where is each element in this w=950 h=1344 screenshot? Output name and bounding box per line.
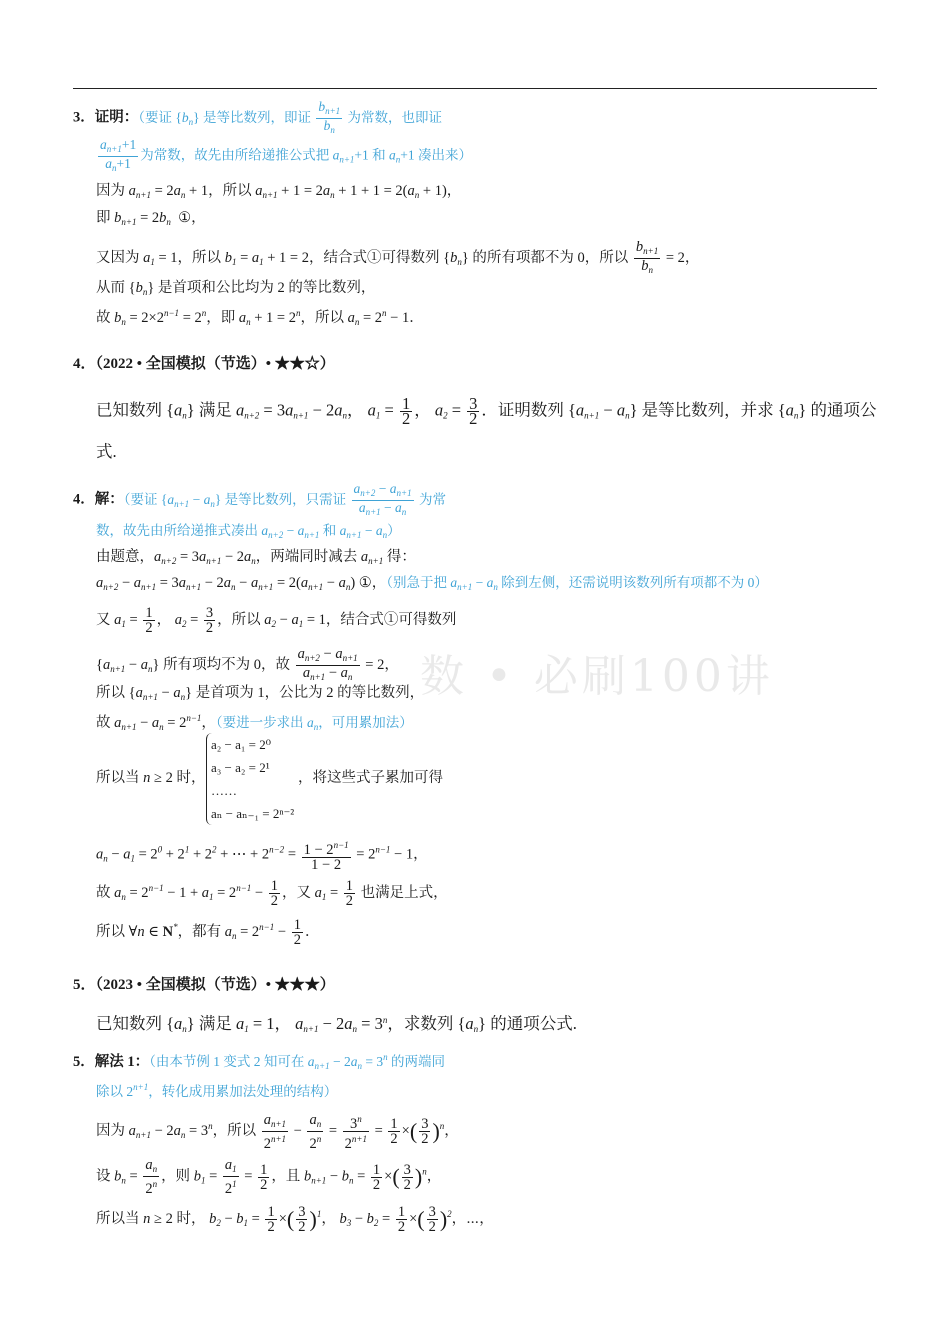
s4-line-2-hint: （别急于把 $a_{n+1} - a_n$ 除到左侧，还需说明该数列所有项都不为 0） [386, 575, 768, 592]
s4-line-3: 又 $a_1$ = $\frac{1}{2}$ ， $a_2$ = $\frac{3}{2}$ ，所以 $a_2 - a_1 = 1$，结合式①可得数列 [96, 605, 457, 636]
s5-line-2: 设 $b_n$ = $\frac{a_n}{2^n}$ ，则 $b_1$ = $\frac{a_1}{2^1}$ = $\frac{1}{2}$ ，且 $b_{n+1} - b_n$ = $\frac{1}{2}$ ×( $\frac{3}{2}$ )$^n$， [96, 1157, 442, 1197]
s5-heading [73, 1047, 445, 1076]
s3-heading [73, 100, 442, 137]
s5-line-3: 所以当 n ≥ 2 时， $b_2 - b_1$ = $\frac{1}{2}$ ×( $\frac{3}{2}$ )$^1$， $b_3 - b_2$ = $\frac{1}{2}$ ×( $\frac{3}{2}$ )$^2$，⋯， [96, 1204, 494, 1236]
s4-equation-system [206, 733, 295, 825]
system-row: …… [211, 783, 237, 798]
s4-line-5: 所以 $\{a_{n+1} - a_n\}$ 是首项为 1，公比为 2 的等比数列， [96, 685, 425, 702]
s4-heading [73, 482, 446, 519]
s4-line-7: 所以当 n ≥ 2 时， [96, 770, 206, 786]
s3-line-1: 因为 $a_{n+1} = 2a_n + 1$，所以 $a_{n+1} + 1 = 2a_n + 1 + 1 = 2(a_n + 1)$， [96, 183, 462, 200]
p4-title: 4．（2022 • 全国模拟（节选）• ★★☆） [73, 356, 335, 372]
system-row: a₃ − a₂ = 2¹ [211, 760, 270, 775]
s4-line-7b: ，将这些式子累加可得 [298, 770, 443, 786]
p4-question-1: 已知数列 $\{a_n\}$ 满足 $a_{n+2} = 3a_{n+1} - 2a_n$， $a_1$ = $\frac{1}{2}$ ， $a_2$ = $\frac{3}{2}$ ．证明数列 $\{a_{n+1} - a_n\}$ 是等比数列，并求 $\{a_n\}$ 的通项公 [96, 394, 877, 428]
system-row: a₂ − a₁ = 2⁰ [211, 737, 271, 752]
s3-hint-1: （要证 $\{b_n\}$ 是等比数列，即证 $\frac{b_{n+1}}{b_n}$ 为常数，也即证 [138, 99, 443, 135]
s4-line-9: 故 $a_n = 2^{n-1} - 1 + a_1 = 2^{n-1}$ − $\frac{1}{2}$ ，又 $a_1$ = $\frac{1}{2}$ 也满足上式， [96, 878, 448, 910]
s4-hint-1: （要证 $\{a_{n+1} - a_n\}$ 是等比数列，只需证 $\frac{a_{n+2} - a_{n+1}}{a_{n+1} - a_n}$ 为常 [123, 481, 446, 517]
system-row: aₙ − aₙ₋₁ = 2ⁿ⁻² [211, 806, 295, 821]
s5-hint-1: （由本节例 1 变式 2 知可在 $a_{n+1} - 2a_n = 3^n$ 的两端同 [149, 1052, 445, 1071]
s4-line-6-hint: （要进一步求出 $a_n$，可用累加法） [215, 715, 413, 732]
s3-label: 3．证明： [73, 109, 139, 126]
s4-line-8: $a_n - a_1 = 2^0 + 2^1 + 2^2$ + ⋯ + $2^{n-2}$ = $\frac{1 - 2^{n-1}}{1 - 2}$ = $2^{n-1} - 1$， [96, 840, 428, 873]
s4-line-2: $a_{n+2} - a_{n+1} = 3a_{n+1} - 2a_n - a_{n+1} = 2(a_{n+1} - a_n)$ ①，（别急于把 $a_{n+1} - a_n$ 除到左侧，还需说明该数列所有项都不为 0） [96, 575, 768, 592]
s3-line-2: 即 $b_{n+1} = 2b_n$ ①， [96, 210, 206, 227]
s4-line-10: 所以 ∀n ∈ N*，都有 $a_n = 2^{n-1}$ − $\frac{1}{2}$ ． [96, 917, 320, 949]
p5-title: 5．（2023 • 全国模拟（节选）• ★★★） [73, 977, 335, 993]
header-rule [73, 88, 877, 89]
s5-line-1: 因为 $a_{n+1} - 2a_n = 3^n$，所以 $\frac{a_{n+1}}{2^{n+1}}$ − $\frac{a_n}{2^n}$ = $\frac{3^n}{2^{n+1}}$ = $\frac{1}{2}$ ×( $\frac{3}{2}$ )$^n$， [96, 1111, 459, 1152]
s4-hint-2: 数，故先由所给递推式凑出 $a_{n+2} - a_{n+1}$ 和 $a_{n+1} - a_n$） [96, 523, 401, 540]
s4-line-1: 由题意，$a_{n+2} = 3a_{n+1} - 2a_n$，两端同时减去 $a_{n+1}$ 得： [96, 549, 416, 566]
s3-hint-2: $\frac{a_{n+1}+1}{a_n+1}$ 为常数，故先由所给递推公式把 $a_{n+1}+1$ 和 $a_n+1$ 凑出来） [100, 137, 473, 173]
s4-label: 4．解： [73, 491, 124, 508]
s3-line-4: 从而 $\{b_n\}$ 是首项和公比均为 2 的等比数列， [96, 280, 376, 297]
p5-question: 已知数列 $\{a_n\}$ 满足 $a_1 = 1$， $a_{n+1} - 2a_n = 3^n$，求数列 $\{a_n\}$ 的通项公式. [96, 1014, 577, 1034]
s3-line-3: 又因为 $a_1 = 1$，所以 $b_1 = a_1 + 1 = 2$，结合式①可得数列 $\{b_n\}$ 的所有项都不为 0，所以 $\frac{b_{n+1}}{b_n}$ = 2， [96, 239, 700, 275]
s5-hint-2: 除以 $2^{n+1}$，转化成用累加法处理的结构） [96, 1082, 338, 1099]
s4-line-6: 故 $a_{n+1} - a_n = 2^{n-1}$，（要进一步求出 $a_n$，可用累加法） [96, 713, 413, 732]
s3-line-5: 故 $b_n = 2\times 2^{n-1} = 2^n$，即 $a_n + 1 = 2^n$，所以 $a_n = 2^n - 1$． [96, 308, 424, 327]
s5-label: 5．解法 1： [73, 1054, 150, 1070]
s4-line-4: $\{a_{n+1} - a_n\}$ 所有项均不为 0，故 $\frac{a_{n+2} - a_{n+1}}{a_{n+1} - a_n}$ = 2， [96, 646, 399, 682]
p4-question-2: 式. [96, 442, 117, 461]
watermark: 数 • 必刷100讲 [420, 651, 774, 702]
